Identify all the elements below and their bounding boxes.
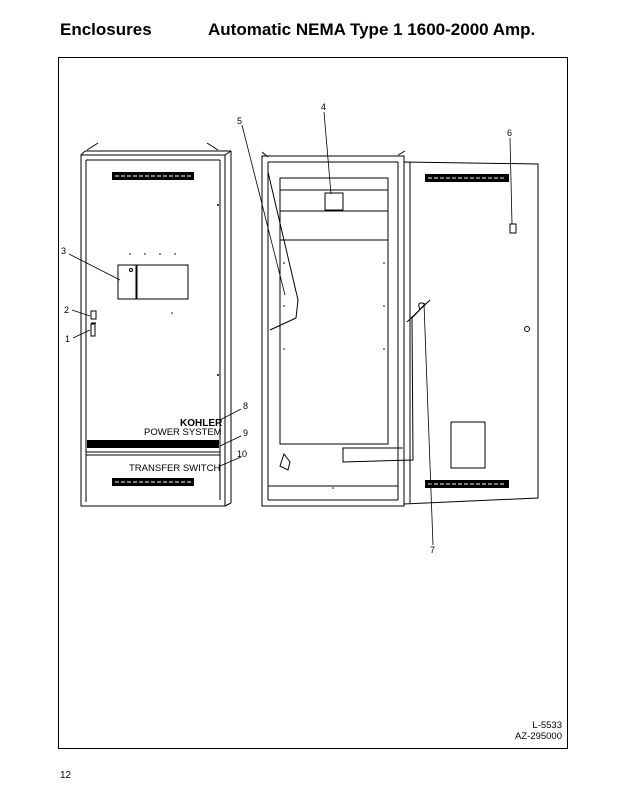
callout-10: 10 — [237, 449, 248, 459]
callout-9: 9 — [243, 428, 249, 438]
callout-2: 2 — [64, 305, 70, 315]
callout-5: 5 — [237, 116, 243, 126]
callout-8: 8 — [243, 401, 249, 411]
figure-ref-2: AZ-295000 — [514, 731, 562, 742]
page-heading: Automatic NEMA Type 1 1600-2000 Amp. — [208, 20, 536, 39]
callout-6: 6 — [507, 128, 513, 138]
callout-3: 3 — [61, 246, 67, 256]
callout-7: 7 — [430, 545, 436, 555]
page-number: 12 — [60, 770, 72, 781]
callout-4: 4 — [321, 102, 327, 112]
kohler-logo: KOHLER — [180, 418, 223, 429]
transfer-switch-label: TRANSFER SWITCH — [129, 463, 221, 474]
callout-1: 1 — [65, 334, 71, 344]
section-title: Enclosures — [60, 20, 152, 39]
figure-ref-1: L-5533 — [532, 720, 562, 731]
power-system-label: POWER SYSTEM — [144, 427, 222, 438]
